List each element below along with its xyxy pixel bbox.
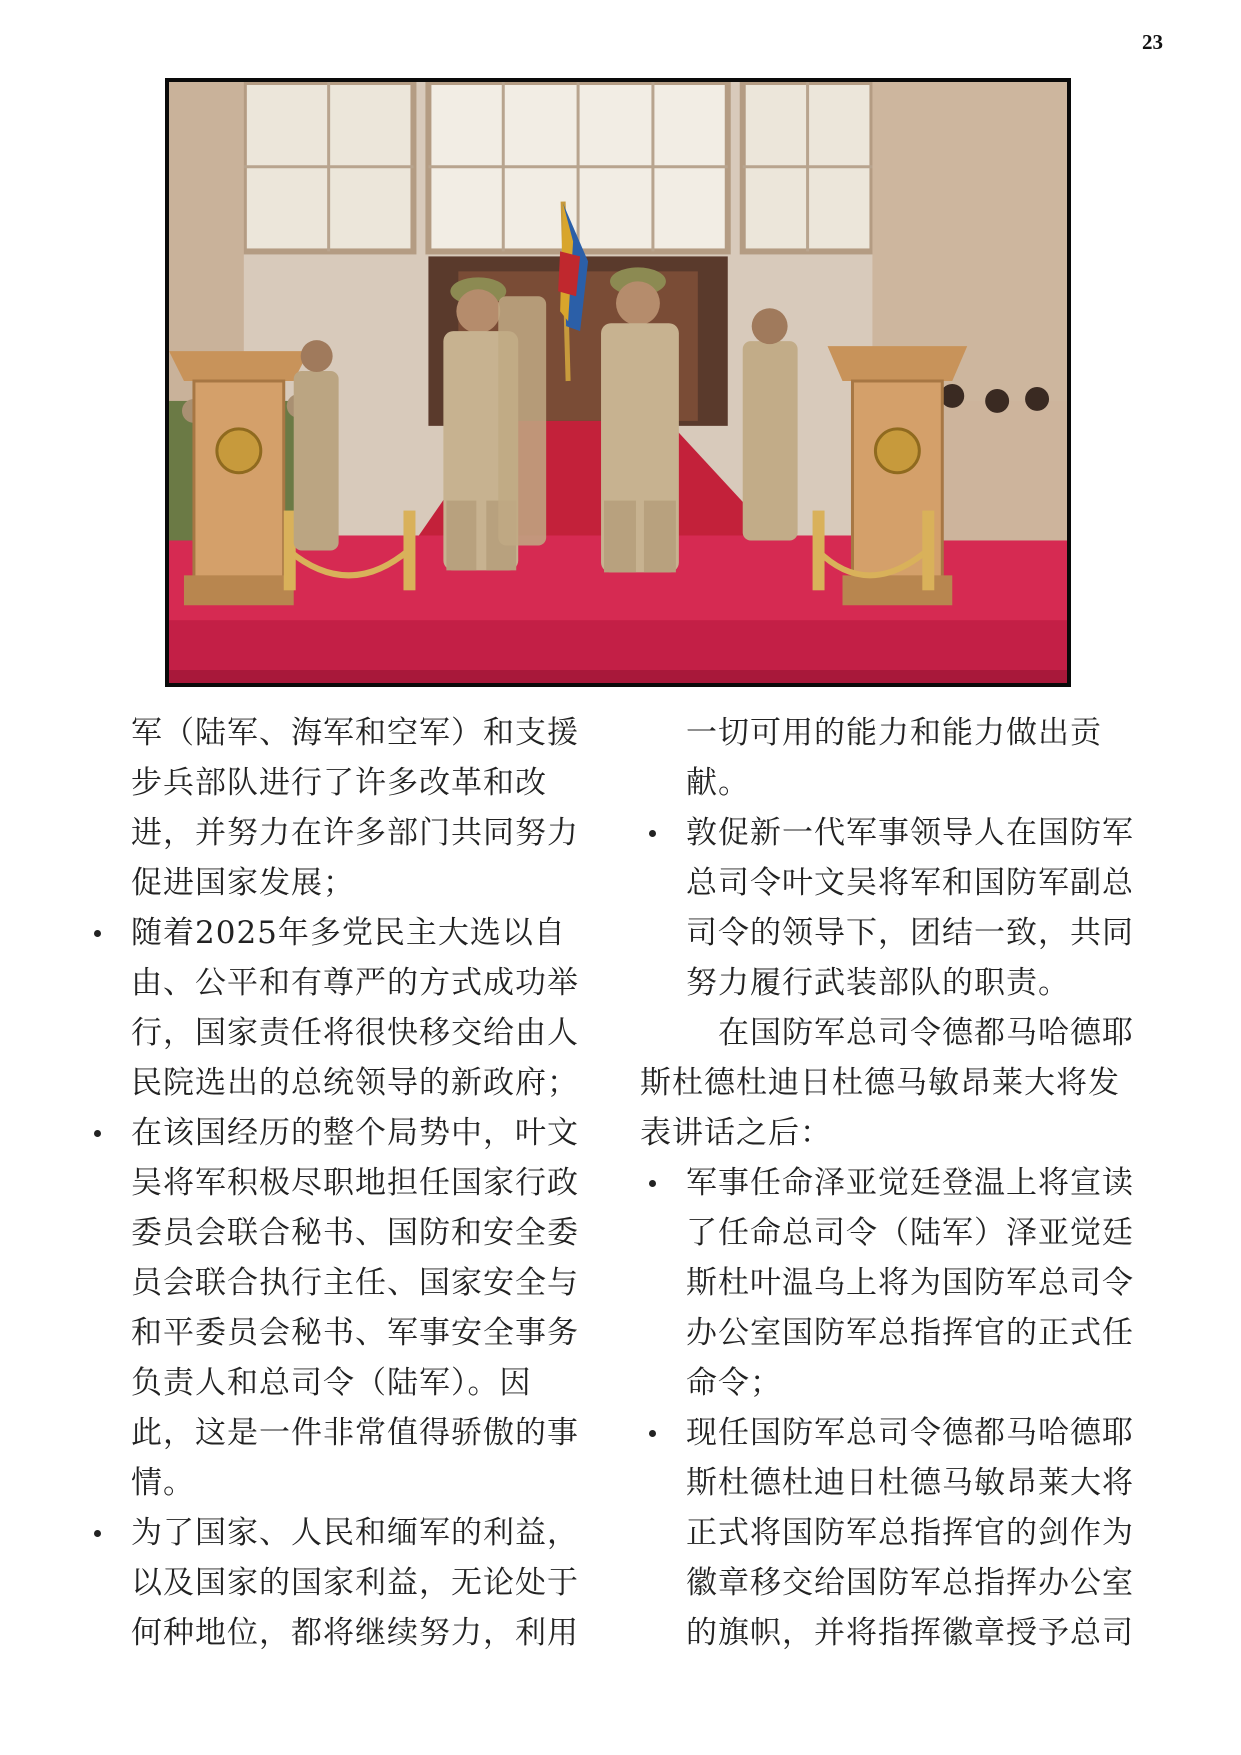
list-item-text: 为了国家、人民和缅军的利益，以及国家的国家利益，无论处于何种地位，都将继续努力，利用 bbox=[131, 1515, 579, 1651]
list-item bbox=[85, 908, 583, 1108]
right-column bbox=[640, 708, 1138, 1658]
body-paragraph: 在国防军总司令德都马哈德耶斯杜德杜迪日杜德马敏昂莱大将发表讲话之后： bbox=[640, 1015, 1134, 1151]
list-item bbox=[85, 1508, 583, 1658]
list-item bbox=[640, 1158, 1138, 1408]
list-item-text: 军事任命泽亚觉廷登温上将宣读了任命总司令（陆军）泽亚觉廷斯杜叶温乌上将为国防军总司令办公室国防军总指挥官的正式任命令； bbox=[686, 1165, 1134, 1401]
left-continuation-paragraph: 军（陆军、海军和空军）和支援步兵部队进行了许多改革和改进，并努力在许多部门共同努力促进国家发展； bbox=[131, 715, 579, 901]
bullet-icon bbox=[94, 1530, 101, 1537]
bullet-icon bbox=[649, 1180, 656, 1187]
ceremony-photo-illustration bbox=[169, 82, 1067, 683]
list-item-text: 在该国经历的整个局势中，叶文吴将军积极尽职地担任国家行政委员会联合秘书、国防和安全委员会联合执行主任、国家安全与和平委员会秘书、军事安全事务负责人和总司令（陆军）。因此，这是一件非常值得骄傲的事情。 bbox=[131, 1115, 579, 1501]
page-number: 23 bbox=[1142, 30, 1163, 54]
list-item bbox=[640, 1408, 1138, 1658]
list-item-text: 敦促新一代军事领导人在国防军总司令叶文吴将军和国防军副总司令的领导下，团结一致，共同努力履行武装部队的职责。 bbox=[686, 815, 1134, 1001]
list-item bbox=[640, 808, 1138, 1008]
bullet-icon bbox=[94, 1130, 101, 1137]
list-item-text: 现任国防军总司令德都马哈德耶斯杜德杜迪日杜德马敏昂莱大将正式将国防军总指挥官的剑作为徽章移交给国防军总指挥办公室的旗帜，并将指挥徽章授予总司 bbox=[686, 1415, 1134, 1651]
right-continuation-paragraph: 一切可用的能力和能力做出贡献。 bbox=[686, 715, 1102, 801]
ceremony-photo bbox=[165, 78, 1071, 687]
bullet-icon bbox=[649, 830, 656, 837]
bullet-icon bbox=[94, 930, 101, 937]
list-item bbox=[85, 1108, 583, 1508]
list-item-text: 随着2025年多党民主大选以自由、公平和有尊严的方式成功举行，国家责任将很快移交给由人民院选出的总统领导的新政府； bbox=[131, 915, 579, 1101]
bullet-icon bbox=[649, 1430, 656, 1437]
left-column bbox=[85, 708, 583, 1658]
